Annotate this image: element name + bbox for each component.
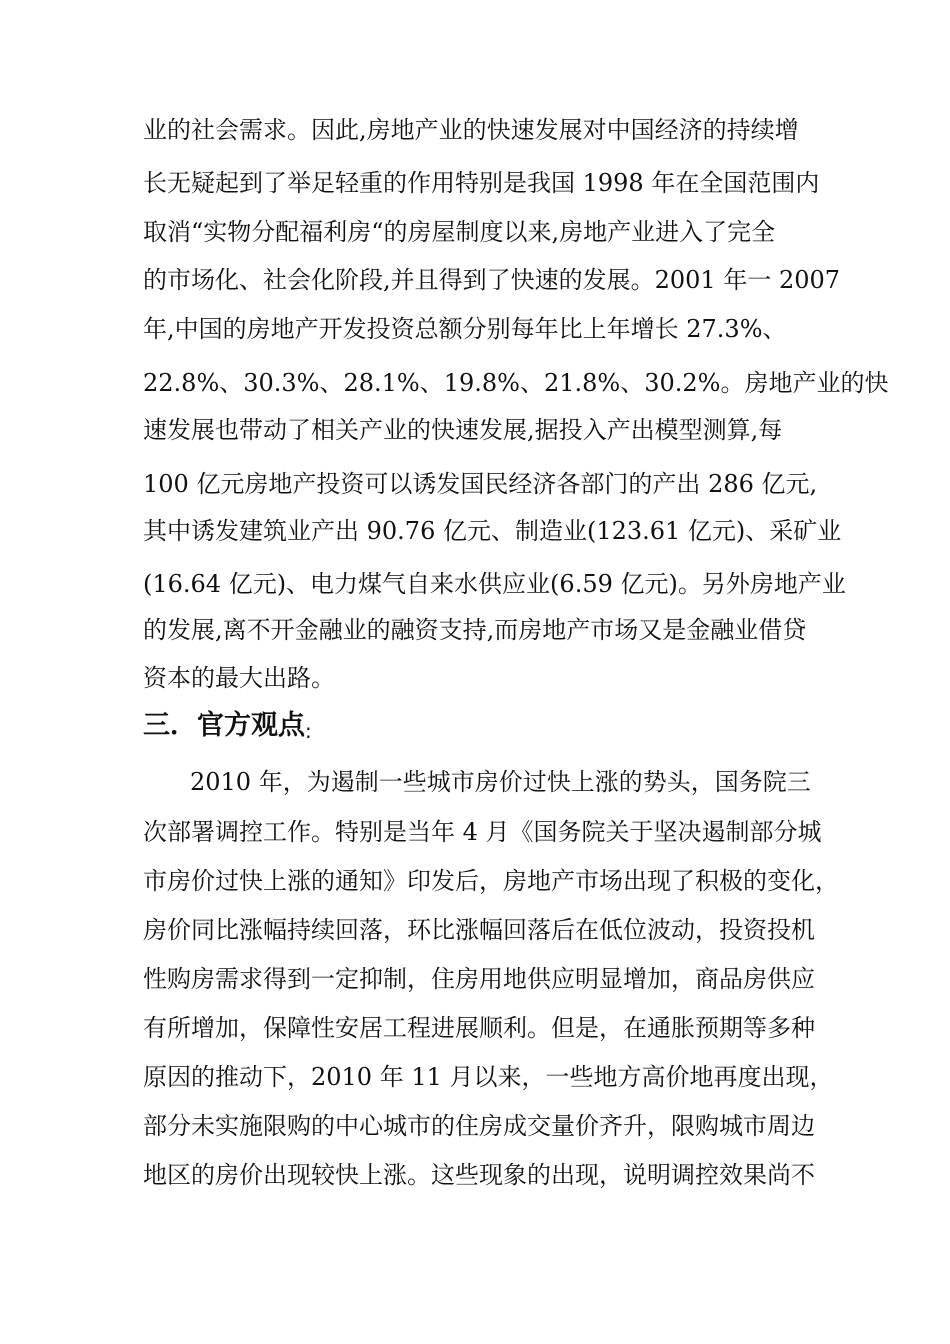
paragraph-1-line-8: 100 亿元房地产投资可以诱发国民经济各部门的产出 286 亿元, [143, 470, 818, 498]
paragraph-2-line-5: 性购房需求得到一定抑制，住房用地供应明显增加，商品房供应 [143, 965, 815, 993]
paragraph-1-line-5: 年,中国的房地产开发投资总额分别每年比上年增长 27.3%、 [143, 315, 787, 343]
paragraph-2-line-9: 地区的房价出现较快上涨。这些现象的出现，说明调控效果尚不 [143, 1161, 815, 1189]
paragraph-2-line-2: 次部署调控工作。特别是当年 4 月《国务院关于坚决遏制部分城 [143, 818, 822, 846]
paragraph-1-line-4: 的市场化、社会化阶段,并且得到了快速的发展。2001 年一 2007 [143, 266, 841, 294]
paragraph-1-line-10: (16.64 亿元)、电力煤气自来水供应业(6.59 亿元)。另外房地产业 [143, 570, 846, 598]
section-3-heading-text: 三．官方观点 [143, 710, 305, 741]
paragraph-2-line-3: 市房价过快上涨的通知》印发后，房地产市场出现了积极的变化， [143, 867, 839, 895]
section-3-heading [143, 704, 312, 748]
paragraph-2-line-7: 原因的推动下，2010 年 11 月以来，一些地方高价地再度出现， [143, 1063, 834, 1091]
paragraph-2-line-4: 房价同比涨幅持续回落，环比涨幅回落后在低位波动，投资投机 [143, 916, 815, 944]
paragraph-1-line-12: 资本的最大出路。 [143, 664, 335, 692]
paragraph-1-line-9: 其中诱发建筑业产出 90.76 亿元、制造业(123.61 亿元)、采矿业 [143, 517, 842, 545]
paragraph-2-line-1: 2010 年，为遏制一些城市房价过快上涨的势头，国务院三 [190, 768, 811, 796]
paragraph-1-line-6: 22.8%、30.3%、28.1%、19.8%、21.8%、30.2%。房地产业的快 [143, 369, 889, 397]
paragraph-2-line-8: 部分未实施限购的中心城市的住房成交量价齐升，限购城市周边 [143, 1112, 815, 1140]
paragraph-1-line-3: 取消“实物分配福利房“的房屋制度以来,房地产业进入了完全 [143, 218, 776, 246]
paragraph-1-line-11: 的发展,离不开金融业的融资支持,而房地产市场又是金融业借贷 [143, 616, 807, 644]
paragraph-1-line-7: 速发展也带动了相关产业的快速发展,据投入产出模型测算,每 [143, 416, 783, 444]
paragraph-1-line-1: 业的社会需求。因此,房地产业的快速发展对中国经济的持续增 [143, 116, 799, 144]
section-3-heading-colon: : [305, 719, 312, 743]
paragraph-2-line-6: 有所增加，保障性安居工程进展顺利。但是，在通胀预期等多种 [143, 1014, 815, 1042]
paragraph-1-line-2: 长无疑起到了举足轻重的作用特别是我国 1998 年在全国范围内 [143, 169, 820, 197]
